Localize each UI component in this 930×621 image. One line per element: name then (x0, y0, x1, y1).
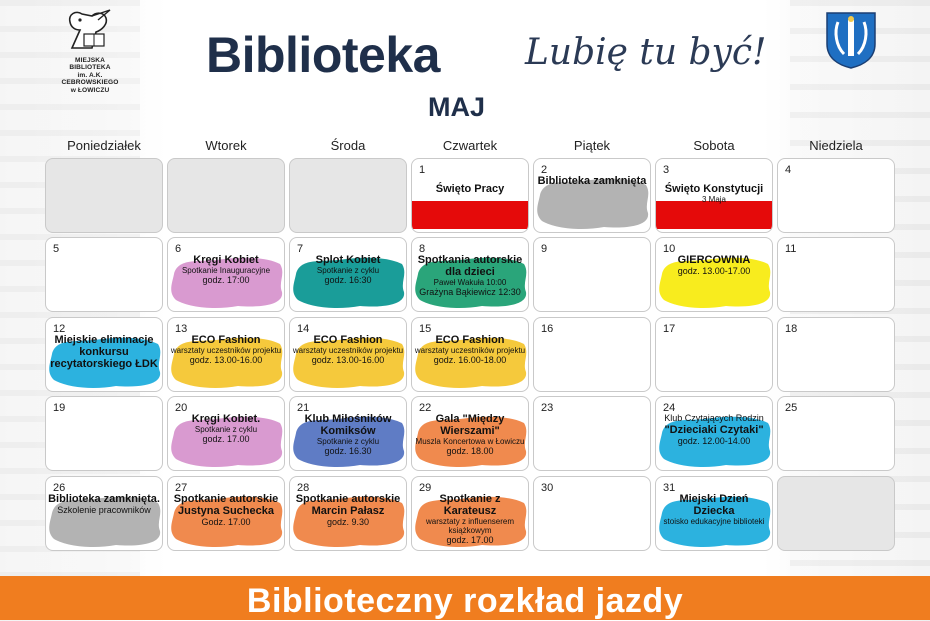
event-info (536, 175, 648, 187)
logo-text-line-2: im. A.K. CEBROWSKIEGO (61, 71, 119, 87)
day-number: 22 (419, 402, 432, 414)
day-number: 5 (53, 243, 60, 255)
event-time: godz. 16:30 (324, 275, 372, 285)
event-time: godz. 13.00-16.00 (311, 355, 385, 365)
logo-text-line-1: MIEJSKA BIBLIOTEKA (69, 57, 111, 72)
event-time: godz. 18.00 (446, 446, 494, 456)
event-subtitle: warsztaty uczestników projektu (414, 346, 526, 355)
calendar-day-cell (777, 237, 895, 312)
calendar-day-cell (655, 396, 773, 471)
event-subtitle: warsztaty z influenserem książkowym (425, 517, 515, 535)
bottom-banner (0, 576, 930, 620)
event-subtitle: 3 Maja (701, 195, 726, 204)
calendar-day-cell (289, 396, 407, 471)
event-title: Święto Konstytucji (664, 183, 764, 195)
calendar-day-cell (533, 396, 651, 471)
event-title: ECO Fashion (313, 334, 383, 346)
event-title: Spotkanie autorskie Marcin Pałasz (295, 493, 401, 517)
event-subtitle: warsztaty uczestników projektu (170, 346, 282, 355)
event-info (170, 413, 282, 445)
event-info (658, 413, 770, 447)
day-number: 27 (175, 482, 188, 494)
library-logo (58, 8, 122, 94)
event-info (48, 493, 160, 516)
event-time: godz. 12.00-14.00 (677, 436, 751, 446)
day-number: 25 (785, 402, 798, 414)
day-number: 6 (175, 243, 182, 255)
day-number: 19 (53, 402, 66, 414)
event-subtitle: stoisko edukacyjne biblioteki (663, 517, 765, 526)
day-number: 3 (663, 164, 670, 176)
event-info (658, 493, 770, 526)
day-number: 4 (785, 164, 792, 176)
day-number: 15 (419, 323, 432, 335)
weekday-header: Sobota (693, 138, 735, 153)
calendar-day-cell (45, 396, 163, 471)
event-info (658, 183, 770, 204)
calendar-day-cell (533, 476, 651, 551)
event-time: godz. 17.00 (446, 535, 494, 545)
logo-text-line-3: w ŁOWICZU (70, 86, 110, 94)
holiday-red-bar (656, 201, 772, 229)
calendar-day-cell (411, 237, 529, 312)
day-number: 18 (785, 323, 798, 335)
event-time: godz. 17:00 (202, 275, 250, 285)
coat-of-arms-icon (824, 10, 878, 70)
calendar-cell-empty (777, 476, 895, 551)
event-info (414, 334, 526, 366)
event-title: Miejski Dzień Dziecka (679, 493, 749, 517)
calendar-day-cell (411, 317, 529, 392)
day-number: 12 (53, 323, 66, 335)
calendar-day-cell (167, 237, 285, 312)
event-subtitle: Muszla Koncertowa w Łowiczu (415, 437, 525, 446)
event-time: godz. 13.00-16.00 (189, 355, 263, 365)
calendar-day-cell (411, 396, 529, 471)
event-info (170, 334, 282, 366)
event-time: godz. 16.30 (324, 446, 372, 456)
event-info (292, 254, 404, 286)
day-number: 13 (175, 323, 188, 335)
calendar-day-cell (289, 476, 407, 551)
event-title: Splot Kobiet (315, 254, 381, 266)
event-subtitle: Paweł Wakuła 10:00 (433, 278, 507, 287)
event-time: godz. 17.00 (202, 434, 250, 444)
event-title: Święto Pracy (435, 183, 505, 195)
page-subtitle: Lubię tu być! (525, 32, 767, 73)
event-info (292, 413, 404, 457)
day-number: 9 (541, 243, 548, 255)
event-info (414, 183, 526, 195)
event-time: godz. 13.00-17.00 (677, 266, 751, 276)
event-subtitle: warsztaty uczestników projektu (292, 346, 404, 355)
event-subtitle: Spotkanie z cyklu (194, 425, 258, 434)
event-title: Kręgi Kobiet. (191, 413, 261, 425)
event-title: Miejskie eliminacje konkursu recytatorskiego ŁDK (50, 334, 158, 370)
calendar-day-cell (655, 158, 773, 233)
day-number: 10 (663, 243, 676, 255)
event-time: Szkolenie pracowników (57, 505, 151, 515)
weekday-header: Środa (330, 138, 366, 153)
day-number: 2 (541, 164, 548, 176)
event-intro: Klub Czytających Rodzin (664, 413, 764, 423)
event-title: Gala "Między Wierszami" (435, 413, 505, 437)
event-time: Grażyna Bąkiewicz 12:30 (419, 287, 521, 297)
day-number: 20 (175, 402, 188, 414)
day-number: 17 (663, 323, 676, 335)
day-number: 23 (541, 402, 554, 414)
calendar-day-cell (45, 476, 163, 551)
day-number: 28 (297, 482, 310, 494)
calendar-day-cell (167, 396, 285, 471)
calendar-cell-empty (289, 158, 407, 233)
event-title: ECO Fashion (191, 334, 261, 346)
event-title: Spotkanie autorskie Justyna Suchecka (173, 493, 279, 517)
event-title: Spotkania autorskie dla dzieci (417, 254, 523, 278)
event-title: Klub Miłośników Komiksów (304, 413, 392, 437)
calendar-day-cell (167, 317, 285, 392)
pelican-icon (62, 8, 118, 52)
event-info (658, 254, 770, 277)
event-time: godz. 9.30 (326, 517, 370, 527)
day-number: 26 (53, 482, 66, 494)
calendar-day-cell (777, 317, 895, 392)
event-info (414, 493, 526, 546)
calendar-day-cell (655, 317, 773, 392)
event-info (170, 254, 282, 286)
calendar-day-cell (45, 237, 163, 312)
banner-text: Biblioteczny rozkład jazdy (246, 582, 684, 620)
calendar-cell-empty (45, 158, 163, 233)
event-subtitle: Spotkanie Inauguracyjne (181, 266, 271, 275)
calendar-day-cell (289, 317, 407, 392)
day-number: 24 (663, 402, 676, 414)
day-number: 14 (297, 323, 310, 335)
calendar-day-cell (289, 237, 407, 312)
calendar-day-cell (655, 237, 773, 312)
event-subtitle: Spotkanie z cyklu (316, 437, 380, 446)
event-info (414, 254, 526, 298)
month-label: MAJ (428, 92, 486, 122)
calendar-day-cell (45, 317, 163, 392)
calendar-day-cell (411, 476, 529, 551)
calendar-day-cell (411, 158, 529, 233)
weekday-header: Piątek (573, 138, 611, 153)
calendar-day-cell (533, 237, 651, 312)
event-title: Spotkanie z Karateusz (439, 493, 501, 517)
event-subtitle: Spotkanie z cyklu (316, 266, 380, 275)
weekday-header: Czwartek (442, 138, 498, 153)
event-info (292, 334, 404, 366)
day-number: 30 (541, 482, 554, 494)
event-time: Godz. 17.00 (201, 517, 251, 527)
day-number: 8 (419, 243, 426, 255)
event-info (48, 334, 160, 370)
event-info (170, 493, 282, 528)
event-title: ECO Fashion (435, 334, 505, 346)
day-number: 29 (419, 482, 432, 494)
day-number: 11 (785, 243, 797, 255)
event-title: Biblioteka zamknięta. (48, 493, 160, 505)
calendar-day-cell (533, 317, 651, 392)
day-number: 1 (419, 164, 426, 176)
day-number: 31 (663, 482, 676, 494)
event-time: godz. 16.00-18.00 (433, 355, 507, 365)
day-number: 16 (541, 323, 554, 335)
event-title: Kręgi Kobiet (193, 254, 259, 266)
event-info (292, 493, 404, 528)
weekday-header: Wtorek (205, 138, 247, 153)
event-title: Biblioteka zamknięta (537, 175, 647, 187)
day-number: 21 (297, 402, 310, 414)
calendar-day-cell (777, 158, 895, 233)
page-title: Biblioteka (206, 27, 440, 83)
calendar-cell-empty (167, 158, 285, 233)
weekday-header: Poniedziałek (67, 138, 141, 153)
holiday-red-bar (412, 201, 528, 229)
event-info (414, 413, 526, 457)
calendar-day-cell (777, 396, 895, 471)
calendar-day-cell (533, 158, 651, 233)
event-title: GIERCOWNIA (677, 254, 751, 266)
event-title: "Dzieciaki Czytaki" (664, 424, 764, 436)
calendar-day-cell (167, 476, 285, 551)
weekday-header: Niedziela (809, 138, 863, 153)
day-number: 7 (297, 243, 304, 255)
calendar-day-cell (655, 476, 773, 551)
